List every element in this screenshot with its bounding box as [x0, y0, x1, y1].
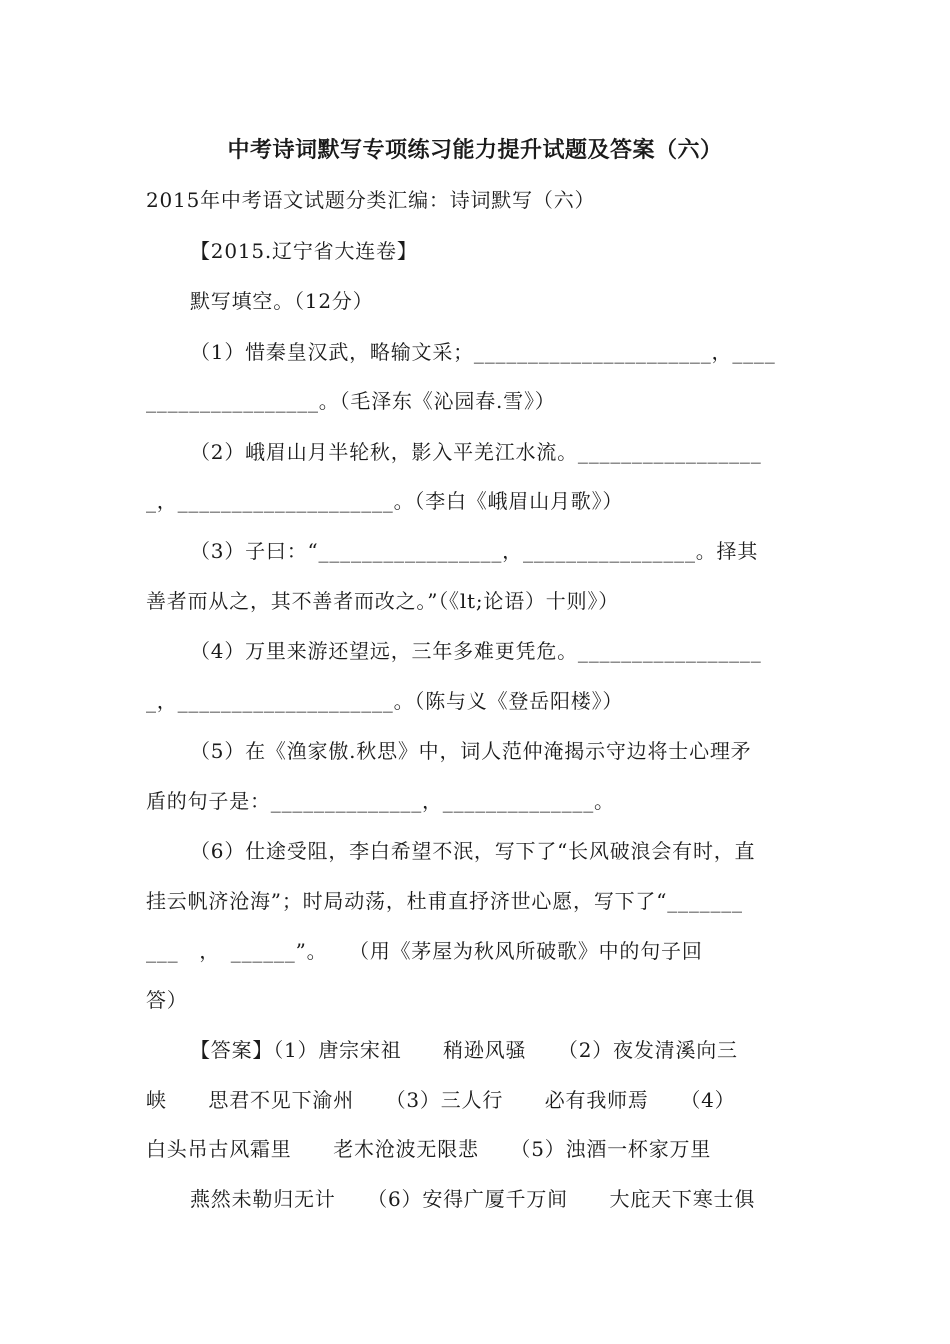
question-5-line-1: （5）在《渔家傲.秋思》中，词人范仲淹揭示守边将士心理矛	[190, 739, 752, 763]
answer-line-3: 白头吊古风霜里 老木沧波无限悲 （5）浊酒一杯家万里	[146, 1137, 712, 1161]
question-2-line-1: （2）峨眉山月半轮秋，影入平羌江水流。_________________	[190, 440, 762, 464]
question-2-line-2: _，____________________。（李白《峨眉山月歌》）	[146, 489, 624, 513]
document-title: 中考诗词默写专项练习能力提升试题及答案（六）	[227, 138, 723, 163]
question-3-line-2: 善者而从之，其不善者而改之。”（《lt;论语）十则》）	[146, 589, 619, 613]
question-6-line-3: ___ ， ______”。 （用《茅屋为秋风所破歌》中的句子回	[146, 939, 703, 963]
question-1-line-1: （1）惜秦皇汉武，略输文采；______________________，____	[190, 340, 776, 364]
instruction-line: 默写填空。（12分）	[190, 289, 374, 313]
question-1-line-2: ________________。（毛泽东《沁园春.雪》）	[146, 389, 556, 413]
question-4-line-2: _，____________________。（陈与义《登岳阳楼》）	[146, 689, 624, 713]
question-6-line-4: 答）	[146, 988, 188, 1012]
answer-line-4: 燕然未勒归无计 （6）安得广厦千万间 大庇天下寒士俱	[190, 1187, 756, 1211]
question-6-line-1: （6）仕途受阻，李白希望不泯，写下了“长风破浪会有时，直	[190, 839, 756, 863]
question-4-line-1: （4）万里来游还望远，三年多难更凭危。_________________	[190, 639, 762, 663]
answer-line-1: 【答案】（1）唐宗宋祖 稍逊风骚 （2）夜发清溪向三	[190, 1038, 738, 1062]
question-6-line-2: 挂云帆济沧海”；时局动荡，杜甫直抒济世心愿，写下了“_______	[146, 889, 743, 913]
question-3-line-1: （3）子曰：“_________________，________________。择其	[190, 539, 759, 563]
subtitle-line: 2015年中考语文试题分类汇编：诗词默写（六）	[146, 188, 596, 212]
question-5-line-2: 盾的句子是：______________，______________。	[146, 789, 615, 813]
answer-line-2: 峡 思君不见下渝州 （3）三人行 必有我师焉 （4）	[146, 1088, 736, 1112]
source-heading: 【2015.辽宁省大连卷】	[190, 239, 418, 263]
